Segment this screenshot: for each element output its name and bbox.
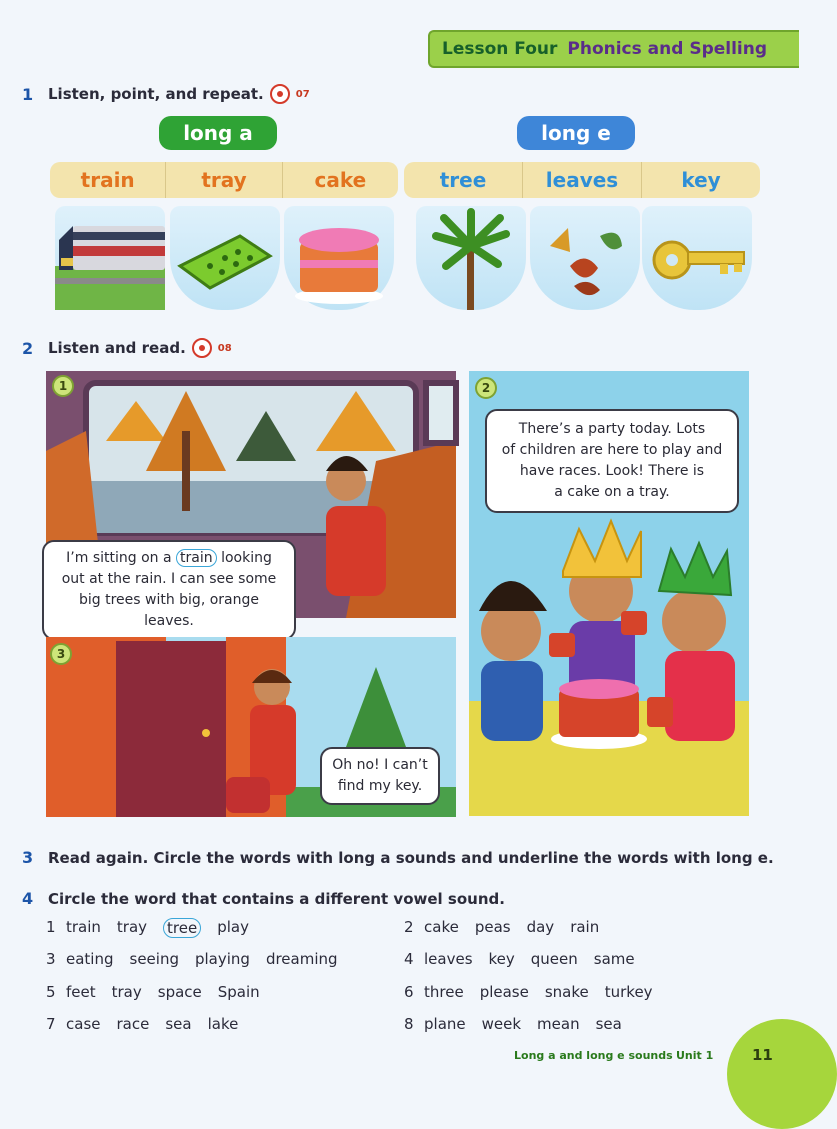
item-word[interactable]: seeing (129, 950, 179, 968)
section-1-heading (22, 84, 310, 104)
item-word[interactable]: please (479, 983, 529, 1001)
word-tray: tray (166, 162, 282, 198)
page-number: 11 (752, 1046, 773, 1064)
item-word[interactable]: space (157, 983, 202, 1001)
section-2-heading (22, 338, 232, 358)
section-number: 1 (22, 84, 34, 104)
item-word[interactable]: same (593, 950, 635, 968)
item-word[interactable]: playing (194, 950, 250, 968)
leaves-picture (530, 206, 640, 310)
exercise-instruction: Read again. Circle the words with long a sounds and underline the words with long e. (48, 848, 774, 867)
panel-number: 1 (52, 375, 74, 397)
item-word[interactable]: Spain (217, 983, 260, 1001)
item-word[interactable]: eating (66, 950, 114, 968)
page-number-badge (727, 1019, 837, 1129)
bubble-text: have races. Look! There is (519, 463, 705, 479)
item-number: 1 (46, 918, 56, 936)
audio-track-number: 07 (295, 88, 310, 100)
audio-track-number: 08 (217, 342, 232, 354)
item-word[interactable]: lake (207, 1015, 239, 1033)
exercise-item-8 (404, 1015, 638, 1033)
speech-bubble-2 (485, 409, 739, 513)
key-picture (642, 206, 752, 310)
circled-word-train: train (176, 549, 217, 567)
train-picture (55, 206, 165, 310)
bubble-text: find my key. (337, 778, 423, 794)
item-word[interactable]: sea (165, 1015, 192, 1033)
item-word[interactable]: dreaming (265, 950, 338, 968)
section-instruction: Listen and read. (48, 339, 186, 357)
lesson-title: Lesson Four (442, 39, 558, 59)
item-word[interactable]: feet (66, 983, 96, 1001)
exercise-4 (22, 889, 505, 908)
exercise-item-2 (404, 918, 615, 936)
section-number: 3 (22, 848, 34, 867)
tree-picture (416, 206, 526, 310)
item-word[interactable]: tray (111, 983, 142, 1001)
word-cake: cake (314, 168, 367, 192)
speech-bubble-3 (320, 747, 440, 805)
bubble-text: big trees with big, orange leaves. (78, 592, 259, 629)
item-word[interactable]: play (217, 918, 249, 936)
exercise-item-6 (404, 983, 669, 1001)
word-train: train (50, 162, 166, 198)
exercise-instruction: Circle the word that contains a different vowel sound. (48, 889, 505, 908)
item-word[interactable]: plane (424, 1015, 466, 1033)
bubble-text: a cake on a tray. (554, 484, 670, 500)
exercise-item-4 (404, 950, 651, 968)
bubble-text: out at the rain. I can see some (61, 571, 277, 587)
item-word[interactable]: three (424, 983, 464, 1001)
item-number: 5 (46, 983, 56, 1001)
exercise-item-1 (46, 918, 265, 938)
item-word[interactable]: cake (424, 918, 459, 936)
tray-picture (170, 206, 280, 310)
bubble-text: There’s a party today. Lots (518, 421, 706, 437)
item-word[interactable]: sea (595, 1015, 622, 1033)
section-number: 2 (22, 338, 34, 358)
exercise-3 (22, 848, 774, 867)
item-number: 2 (404, 918, 414, 936)
item-word[interactable]: race (116, 1015, 150, 1033)
item-number: 3 (46, 950, 56, 968)
lesson-topic: Phonics and Spelling (567, 39, 768, 59)
item-number: 4 (404, 950, 414, 968)
panel-number: 3 (50, 643, 72, 665)
item-word[interactable]: day (526, 918, 555, 936)
cake-picture (284, 206, 394, 310)
footer-unit: Unit 1 (676, 1049, 714, 1062)
long-e-word-strip (404, 162, 760, 198)
item-word[interactable]: snake (544, 983, 589, 1001)
exercise-item-7 (46, 1015, 254, 1033)
item-word[interactable]: tray (116, 918, 148, 936)
item-word[interactable]: leaves (424, 950, 473, 968)
speech-bubble-1 (42, 540, 296, 640)
item-word[interactable]: queen (530, 950, 578, 968)
long-e-label: long e (517, 116, 635, 150)
story-panel-3 (46, 637, 456, 817)
bubble-text: of children are here to play and (501, 442, 723, 458)
audio-cd-icon[interactable] (192, 338, 212, 358)
exercise-item-3 (46, 950, 354, 968)
long-a-label: long a (159, 116, 277, 150)
audio-cd-icon[interactable] (270, 84, 290, 104)
long-a-word-strip (50, 162, 398, 198)
item-number: 7 (46, 1015, 56, 1033)
item-word[interactable]: peas (474, 918, 511, 936)
section-instruction: Listen, point, and repeat. (48, 85, 264, 103)
word-tree: tree (404, 162, 523, 198)
exercise-item-5 (46, 983, 276, 1001)
item-word[interactable]: train (66, 918, 101, 936)
footer-topic: Long a and long e sounds (514, 1049, 673, 1062)
item-word[interactable]: rain (570, 918, 600, 936)
item-word[interactable]: key (488, 950, 515, 968)
bubble-text: I’m sitting on a (66, 550, 172, 566)
word-key: key (681, 168, 721, 192)
story-panel-1 (46, 371, 456, 629)
item-word[interactable]: turkey (604, 983, 653, 1001)
item-word[interactable]: mean (537, 1015, 580, 1033)
story-panel-2 (469, 371, 749, 816)
item-number: 6 (404, 983, 414, 1001)
bubble-text: Oh no! I can’t (332, 757, 428, 773)
circled-item-word[interactable]: tree (163, 918, 201, 938)
item-word[interactable]: week (481, 1015, 522, 1033)
word-leaves: leaves (523, 162, 642, 198)
panel-number: 2 (475, 377, 497, 399)
section-number: 4 (22, 889, 34, 908)
item-number: 8 (404, 1015, 414, 1033)
lesson-banner (428, 30, 799, 68)
bubble-text: looking (221, 550, 272, 566)
item-word[interactable]: case (66, 1015, 101, 1033)
